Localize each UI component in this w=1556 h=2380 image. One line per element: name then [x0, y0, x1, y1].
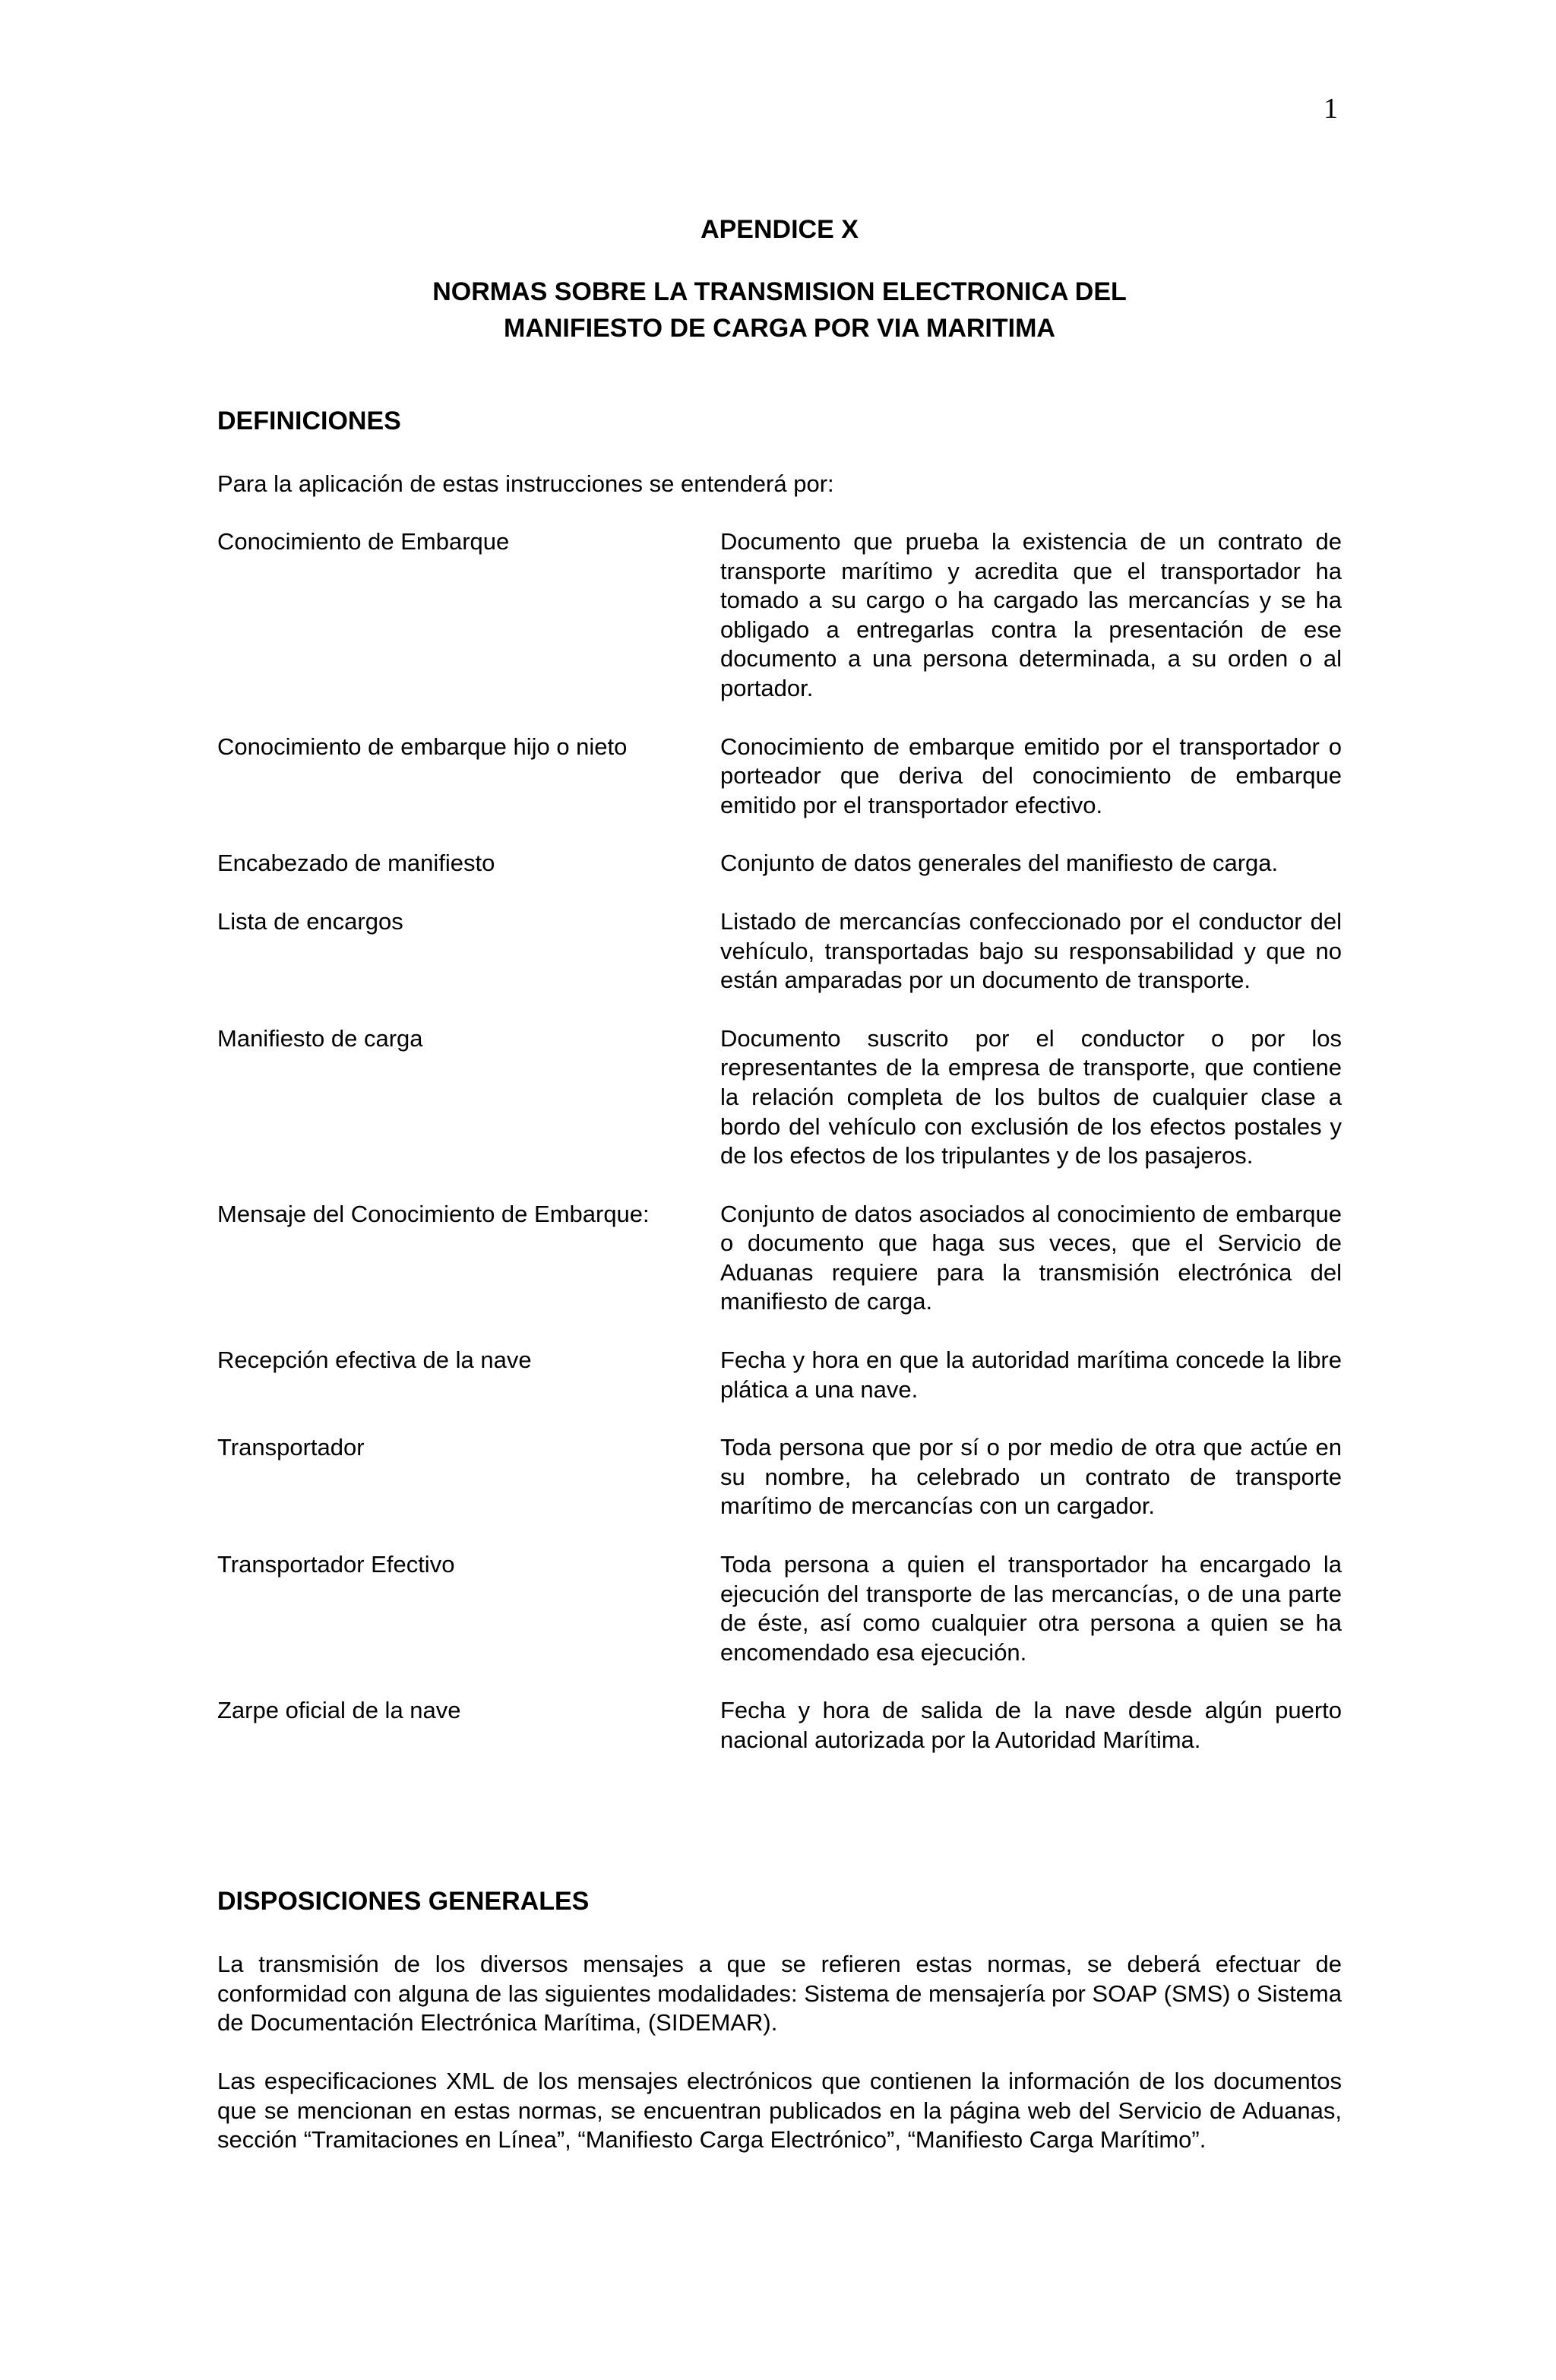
definition-term: Manifiesto de carga — [217, 1024, 423, 1052]
definition-term: Conocimiento de embarque hijo o nieto — [217, 733, 628, 760]
general-paragraph: La transmisión de los diversos mensajes a que se refieren estas normas, se deberá efectuar de conformidad con alguna de las siguientes modalidades: Sistema de mensajería por SOAP (SMS) o Sistema de Documentación Electrónica Marítima, (SIDEMAR). — [217, 1951, 1342, 2037]
general-paragraph: Las especificaciones XML de los mensajes electrónicos que contienen la información de los documentos que se mencionan en estas normas, se encuentran publicados en la página web del Servicio de Aduanas, sección “Tramitaciones en Línea”, “Manifiesto Carga Electrónico”, “Manifiesto Carga Marítimo”. — [217, 2068, 1342, 2154]
definition-term: Transportador Efectivo — [217, 1551, 455, 1578]
definition-text: Fecha y hora en que la autoridad marítima concede la libre plática a una nave. — [720, 1347, 1342, 1403]
definition-text: Conjunto de datos generales del manifiesto de carga. — [720, 850, 1279, 877]
definition-term: Lista de encargos — [217, 907, 403, 935]
definition-term: Encabezado de manifiesto — [217, 850, 495, 877]
document-title: APENDICE X — [701, 215, 859, 244]
general-provisions-heading: DISPOSICIONES GENERALES — [217, 1887, 590, 1916]
definition-item — [217, 1550, 1342, 1667]
definition-item — [217, 1200, 1342, 1317]
subtitle-line: NORMAS SOBRE LA TRANSMISION ELECTRONICA DEL — [432, 277, 1127, 306]
definition-item — [217, 907, 1342, 995]
definition-text: Documento suscrito por el conductor o por los representantes de la empresa de transporte, que contiene la relación completa de los bultos de cualquier clase a bordo del vehículo con exclusión de los efectos postales y de los efectos de los tripulantes y de los pasajeros. — [720, 1024, 1342, 1169]
document-subtitle — [217, 274, 1342, 347]
definition-text: Listado de mercancías confeccionado por el conductor del vehículo, transportadas bajo su responsabilidad y que no están amparadas por un documento de transporte. — [720, 907, 1342, 994]
definition-term: Zarpe oficial de la nave — [217, 1697, 461, 1724]
definition-text: Documento que prueba la existencia de un contrato de transporte marítimo y acredita que el transportador ha tomado a su cargo o ha cargado las mercancías y se ha obligado a entregarlas contra la presentación de ese documento a una persona determinada, a su orden o al portador. — [720, 528, 1342, 701]
definitions-intro: Para la aplicación de estas instrucciones se entenderá por: — [217, 470, 834, 497]
definition-term: Conocimiento de Embarque — [217, 528, 510, 555]
definition-term: Transportador — [217, 1434, 365, 1461]
definition-text: Fecha y hora de salida de la nave desde algún puerto nacional autorizada por la Autoridad Marítima. — [720, 1697, 1342, 1753]
definition-item — [217, 1024, 1342, 1171]
definition-item — [217, 849, 1342, 878]
definition-text: Toda persona a quien el transportador ha encargado la ejecución del transporte de las mercancías, o de una parte de éste, así como cualquier otra persona a quien se ha encomendado esa ejecución. — [720, 1551, 1342, 1666]
subtitle-line: MANIFIESTO DE CARGA POR VIA MARITIMA — [504, 314, 1055, 343]
page-number: 1 — [1324, 93, 1338, 125]
definitions-list — [217, 527, 1342, 1784]
definition-item — [217, 1346, 1342, 1404]
definitions-heading: DEFINICIONES — [217, 407, 401, 435]
definition-text: Toda persona que por sí o por medio de otra que actúe en su nombre, ha celebrado un contrato de transporte marítimo de mercancías con un cargador. — [720, 1434, 1342, 1520]
definition-text: Conocimiento de embarque emitido por el transportador o porteador que deriva del conocimiento de embarque emitido por el transportador efectivo. — [720, 733, 1342, 818]
definition-term: Mensaje del Conocimiento de Embarque: — [217, 1200, 650, 1227]
definition-item — [217, 1433, 1342, 1521]
definition-item — [217, 527, 1342, 704]
definition-text: Conjunto de datos asociados al conocimiento de embarque o documento que haga sus veces, que el Servicio de Aduanas requiere para la transmisión electrónica del manifiesto de carga. — [720, 1200, 1342, 1315]
definition-term: Recepción efectiva de la nave — [217, 1347, 532, 1374]
definition-item — [217, 1696, 1342, 1755]
definition-item — [217, 733, 1342, 821]
